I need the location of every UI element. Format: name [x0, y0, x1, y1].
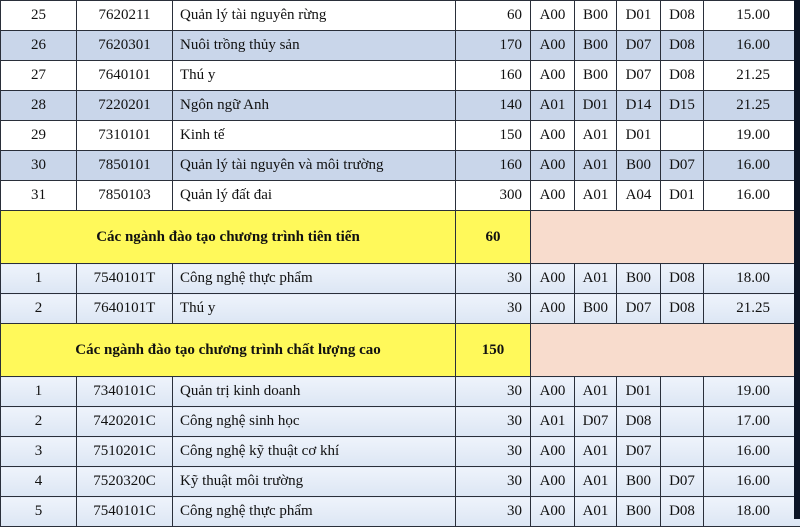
quota-cell: 160: [456, 61, 531, 91]
code-cell: 7510201C: [77, 437, 173, 467]
score-cell: 18.00: [704, 497, 800, 527]
name-cell: Quản trị kinh doanh: [173, 377, 456, 407]
code-cell: 7620211: [77, 1, 173, 31]
name-cell: Ngôn ngữ Anh: [173, 91, 456, 121]
stt-cell: 2: [1, 294, 77, 324]
quota-cell: 300: [456, 181, 531, 211]
combo-2-cell: D07: [575, 407, 617, 437]
code-cell: 7850101: [77, 151, 173, 181]
combo-4-cell: D08: [661, 1, 704, 31]
combo-4-cell: D15: [661, 91, 704, 121]
name-cell: Kỹ thuật môi trường: [173, 467, 456, 497]
table-row: [1, 61, 800, 91]
combo-2-cell: B00: [575, 294, 617, 324]
table-row: [1, 497, 800, 527]
stt-cell: 31: [1, 181, 77, 211]
combo-1-cell: A01: [531, 91, 575, 121]
combo-2-cell: A01: [575, 121, 617, 151]
combo-2-cell: A01: [575, 377, 617, 407]
combo-4-cell: D08: [661, 31, 704, 61]
stt-cell: 28: [1, 91, 77, 121]
score-cell: 17.00: [704, 407, 800, 437]
quota-cell: 170: [456, 31, 531, 61]
section-quota-high-quality: 150: [456, 324, 531, 377]
combo-2-cell: A01: [575, 151, 617, 181]
quota-cell: 60: [456, 1, 531, 31]
combo-2-cell: B00: [575, 1, 617, 31]
combo-1-cell: A01: [531, 407, 575, 437]
stt-cell: 25: [1, 1, 77, 31]
combo-1-cell: A00: [531, 1, 575, 31]
score-cell: 16.00: [704, 181, 800, 211]
score-cell: 16.00: [704, 151, 800, 181]
table-row: [1, 31, 800, 61]
score-cell: 21.25: [704, 91, 800, 121]
combo-3-cell: D01: [617, 377, 661, 407]
combo-2-cell: B00: [575, 61, 617, 91]
stt-cell: 4: [1, 467, 77, 497]
combo-3-cell: D08: [617, 407, 661, 437]
combo-2-cell: D01: [575, 91, 617, 121]
code-cell: 7640101: [77, 61, 173, 91]
stt-cell: 5: [1, 497, 77, 527]
combo-3-cell: D07: [617, 294, 661, 324]
name-cell: Quản lý tài nguyên và môi trường: [173, 151, 456, 181]
combo-2-cell: A01: [575, 467, 617, 497]
combo-2-cell: A01: [575, 497, 617, 527]
section-title-advanced: Các ngành đào tạo chương trình tiên tiến: [1, 211, 456, 264]
combo-1-cell: A00: [531, 121, 575, 151]
table-row: [1, 91, 800, 121]
score-cell: 21.25: [704, 61, 800, 91]
score-cell: 18.00: [704, 264, 800, 294]
combo-1-cell: A00: [531, 497, 575, 527]
code-cell: 7520320C: [77, 467, 173, 497]
code-cell: 7640101T: [77, 294, 173, 324]
name-cell: Công nghệ thực phẩm: [173, 497, 456, 527]
section-row-high-quality: [1, 324, 800, 377]
quota-cell: 150: [456, 121, 531, 151]
name-cell: Thú y: [173, 61, 456, 91]
section-blank-advanced: [531, 211, 800, 264]
stt-cell: 3: [1, 437, 77, 467]
stt-cell: 29: [1, 121, 77, 151]
table-body-top: [1, 1, 800, 211]
table-row: [1, 1, 800, 31]
combo-4-cell: D08: [661, 61, 704, 91]
quota-cell: 160: [456, 151, 531, 181]
section-title-high-quality: Các ngành đào tạo chương trình chất lượng cao: [1, 324, 456, 377]
quota-cell: 140: [456, 91, 531, 121]
combo-1-cell: A00: [531, 264, 575, 294]
combo-4-cell: D08: [661, 264, 704, 294]
table-row: [1, 437, 800, 467]
score-cell: 15.00: [704, 1, 800, 31]
code-cell: 7540101C: [77, 497, 173, 527]
quota-cell: 30: [456, 497, 531, 527]
table-row: [1, 377, 800, 407]
stt-cell: 1: [1, 377, 77, 407]
combo-1-cell: A00: [531, 31, 575, 61]
name-cell: Công nghệ thực phẩm: [173, 264, 456, 294]
combo-4-cell: D08: [661, 497, 704, 527]
combo-3-cell: D01: [617, 121, 661, 151]
table-body-high-quality: [1, 377, 800, 527]
combo-3-cell: D07: [617, 61, 661, 91]
name-cell: Quản lý đất đai: [173, 181, 456, 211]
combo-3-cell: D01: [617, 1, 661, 31]
section-advanced-body: [1, 211, 800, 264]
combo-4-cell: [661, 121, 704, 151]
combo-4-cell: D01: [661, 181, 704, 211]
table-body-advanced: [1, 264, 800, 324]
combo-4-cell: D07: [661, 467, 704, 497]
table-row: [1, 294, 800, 324]
combo-1-cell: A00: [531, 467, 575, 497]
combo-4-cell: [661, 377, 704, 407]
name-cell: Nuôi trồng thủy sản: [173, 31, 456, 61]
code-cell: 7340101C: [77, 377, 173, 407]
code-cell: 7620301: [77, 31, 173, 61]
section-blank-high-quality: [531, 324, 800, 377]
combo-1-cell: A00: [531, 61, 575, 91]
combo-1-cell: A00: [531, 437, 575, 467]
stt-cell: 1: [1, 264, 77, 294]
table-row: [1, 264, 800, 294]
name-cell: Thú y: [173, 294, 456, 324]
name-cell: Công nghệ sinh học: [173, 407, 456, 437]
score-cell: 16.00: [704, 467, 800, 497]
code-cell: 7850103: [77, 181, 173, 211]
combo-3-cell: B00: [617, 497, 661, 527]
combo-3-cell: B00: [617, 151, 661, 181]
combo-2-cell: A01: [575, 264, 617, 294]
score-cell: 16.00: [704, 437, 800, 467]
code-cell: 7540101T: [77, 264, 173, 294]
combo-1-cell: A00: [531, 294, 575, 324]
combo-3-cell: B00: [617, 467, 661, 497]
quota-cell: 30: [456, 294, 531, 324]
combo-1-cell: A00: [531, 151, 575, 181]
stt-cell: 27: [1, 61, 77, 91]
combo-4-cell: D07: [661, 151, 704, 181]
score-cell: 16.00: [704, 31, 800, 61]
quota-cell: 30: [456, 264, 531, 294]
name-cell: Kinh tế: [173, 121, 456, 151]
combo-3-cell: D14: [617, 91, 661, 121]
code-cell: 7420201C: [77, 407, 173, 437]
table-row: [1, 151, 800, 181]
combo-3-cell: A04: [617, 181, 661, 211]
right-edge-shadow: [794, 0, 800, 519]
combo-3-cell: D07: [617, 437, 661, 467]
name-cell: Công nghệ kỹ thuật cơ khí: [173, 437, 456, 467]
section-quota-advanced: 60: [456, 211, 531, 264]
code-cell: 7220201: [77, 91, 173, 121]
table-row: [1, 181, 800, 211]
stt-cell: 26: [1, 31, 77, 61]
combo-3-cell: B00: [617, 264, 661, 294]
section-high-quality-body: [1, 324, 800, 377]
quota-cell: 30: [456, 467, 531, 497]
code-cell: 7310101: [77, 121, 173, 151]
combo-3-cell: D07: [617, 31, 661, 61]
combo-1-cell: A00: [531, 181, 575, 211]
stt-cell: 2: [1, 407, 77, 437]
combo-4-cell: [661, 407, 704, 437]
combo-1-cell: A00: [531, 377, 575, 407]
combo-4-cell: [661, 437, 704, 467]
score-cell: 19.00: [704, 377, 800, 407]
quota-cell: 30: [456, 407, 531, 437]
score-cell: 19.00: [704, 121, 800, 151]
table-row: [1, 407, 800, 437]
table-row: [1, 121, 800, 151]
table-row: [1, 467, 800, 497]
stt-cell: 30: [1, 151, 77, 181]
name-cell: Quản lý tài nguyên rừng: [173, 1, 456, 31]
combo-2-cell: A01: [575, 437, 617, 467]
combo-4-cell: D08: [661, 294, 704, 324]
quota-cell: 30: [456, 377, 531, 407]
score-cell: 21.25: [704, 294, 800, 324]
combo-2-cell: A01: [575, 181, 617, 211]
section-row-advanced: [1, 211, 800, 264]
quota-cell: 30: [456, 437, 531, 467]
combo-2-cell: B00: [575, 31, 617, 61]
